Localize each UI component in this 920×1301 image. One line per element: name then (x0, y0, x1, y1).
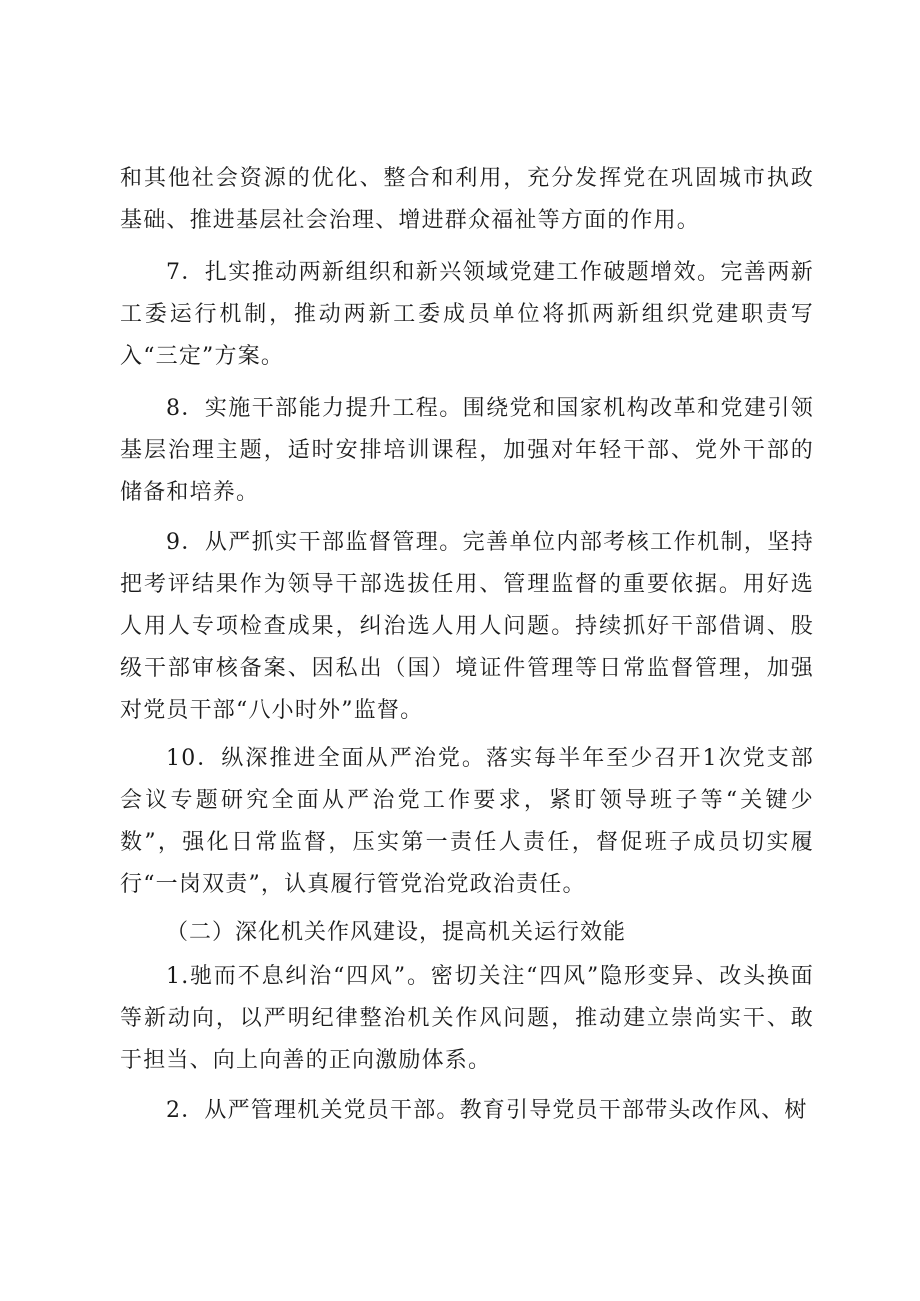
paragraph-continuation: 和其他社会资源的优化、整合和利用，充分发挥党在巩固城市执政基础、推进基层社会治理、增进群众福祉等方面的作用。 (120, 166, 814, 233)
paragraph-item-2: 2．从严管理机关党员干部。教育引导党员干部带头改作风、树 (166, 1098, 808, 1123)
paragraph-item-7: 7．扎实推动两新组织和新兴领域党建工作破题增效。完善两新工委运行机制，推动两新工委成员单位将抓两新组织党建职责写入“三定”方案。 (120, 260, 814, 369)
paragraph-item-10: 10．纵深推进全面从严治党。落实每半年至少召开1次党支部会议专题研究全面从严治党工作要求，紧盯领导班子等“关键少数”，强化日常监督，压实第一责任人责任，督促班子成员切实履行“一岗双责”，认真履行管党治党政治责任。 (120, 746, 814, 897)
section-heading: （二）深化机关作风建设，提高机关运行效能 (166, 920, 627, 945)
paragraph-item-8: 8．实施干部能力提升工程。围绕党和国家机构改革和党建引领基层治理主题，适时安排培训课程，加强对年轻干部、党外干部的储备和培养。 (120, 396, 814, 505)
paragraph-item-1: 1.驰而不息纠治“四风”。密切关注“四风”隐形变异、改头换面等新动向，以严明纪律整治机关作风问题，推动建立崇尚实干、敢于担当、向上向善的正向激励体系。 (120, 964, 814, 1073)
paragraph-item-9: 9．从严抓实干部监督管理。完善单位内部考核工作机制，坚持把考评结果作为领导干部选拔任用、管理监督的重要依据。用好选人用人专项检查成果，纠治选人用人问题。持续抓好干部借调、股级干部审核备案、因私出（国）境证件管理等日常监督管理，加强对党员干部“八小时外”监督。 (120, 530, 814, 723)
